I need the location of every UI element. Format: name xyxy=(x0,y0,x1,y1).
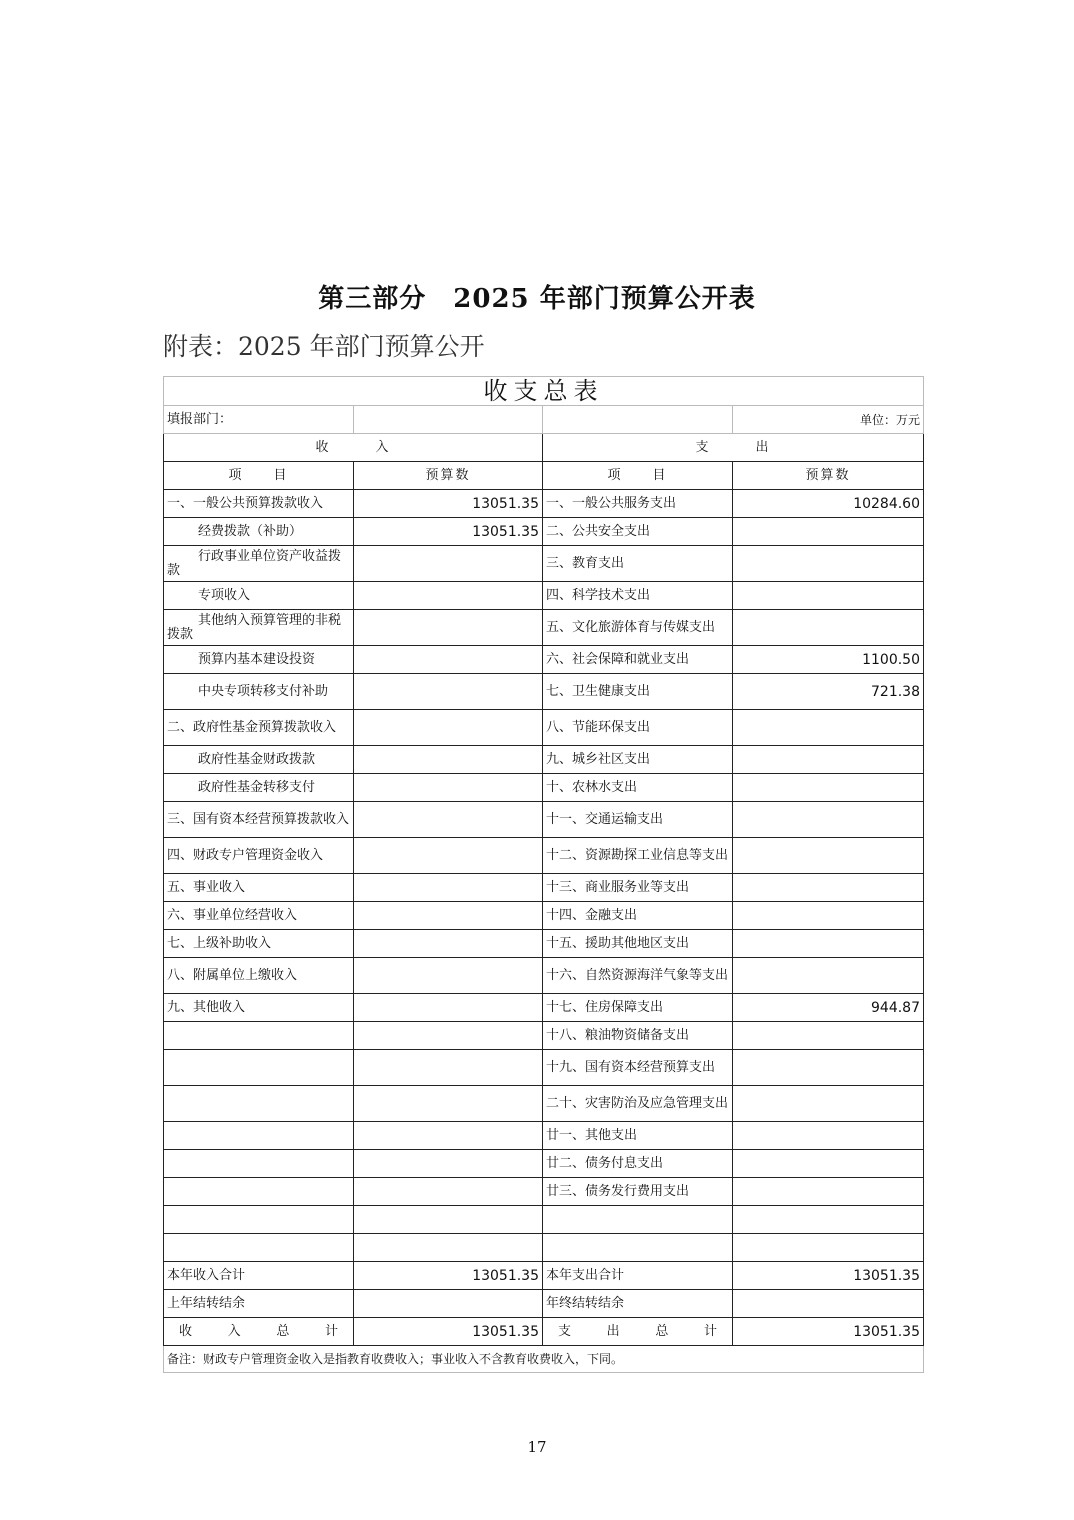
expense-item: 十二、资源勘探工业信息等支出 xyxy=(543,838,733,874)
table-row xyxy=(164,1022,924,1050)
expense-item: 十三、商业服务业等支出 xyxy=(543,874,733,902)
table-row xyxy=(164,902,924,930)
total-income-char: 收 xyxy=(179,1323,193,1339)
table-row xyxy=(164,774,924,802)
table-row xyxy=(164,1290,924,1318)
income-item: 上年结转结余 xyxy=(164,1290,354,1318)
expense-value xyxy=(733,874,924,902)
table-row xyxy=(164,546,924,582)
expense-item: 八、节能环保支出 xyxy=(543,710,733,746)
income-item: 中央专项转移支付补助 xyxy=(164,674,354,710)
expense-value xyxy=(733,1290,924,1318)
income-item: 行政事业单位资产收益拨款 xyxy=(164,546,354,582)
col-item-expense: 项 目 xyxy=(543,462,733,490)
expense-value: 721.38 xyxy=(733,674,924,710)
expense-item: 十六、自然资源海洋气象等支出 xyxy=(543,958,733,994)
expense-item xyxy=(543,1206,733,1234)
income-value xyxy=(354,546,543,582)
income-item: 三、国有资本经营预算拨款收入 xyxy=(164,802,354,838)
expense-item: 十五、援助其他地区支出 xyxy=(543,930,733,958)
table-row xyxy=(164,582,924,610)
expense-value xyxy=(733,930,924,958)
expense-item: 三、教育支出 xyxy=(543,546,733,582)
table-row xyxy=(164,838,924,874)
table-row xyxy=(164,994,924,1022)
income-item xyxy=(164,1050,354,1086)
income-value xyxy=(354,746,543,774)
expense-value xyxy=(733,1234,924,1262)
expense-value xyxy=(733,1122,924,1150)
income-item: 政府性基金财政拨款 xyxy=(164,746,354,774)
total-income-char: 入 xyxy=(227,1323,241,1339)
income-item: 八、附属单位上缴收入 xyxy=(164,958,354,994)
income-expense-table xyxy=(163,376,924,1373)
income-value xyxy=(354,1150,543,1178)
income-value xyxy=(354,1290,543,1318)
income-item xyxy=(164,1022,354,1050)
income-item: 政府性基金转移支付 xyxy=(164,774,354,802)
expense-item: 十八、粮油物资储备支出 xyxy=(543,1022,733,1050)
income-value xyxy=(354,802,543,838)
income-item: 二、政府性基金预算拨款收入 xyxy=(164,710,354,746)
fill-dept-label: 填报部门： xyxy=(164,406,354,434)
expense-value xyxy=(733,582,924,610)
expense-item: 五、文化旅游体育与传媒支出 xyxy=(543,610,733,646)
total-income-char: 总 xyxy=(276,1323,290,1339)
income-value xyxy=(354,674,543,710)
income-item: 预算内基本建设投资 xyxy=(164,646,354,674)
income-item: 专项收入 xyxy=(164,582,354,610)
income-item xyxy=(164,1234,354,1262)
col-item-income: 项 目 xyxy=(164,462,354,490)
expense-value xyxy=(733,746,924,774)
table-row xyxy=(164,674,924,710)
col-budget-expense: 预算数 xyxy=(733,462,924,490)
expense-value xyxy=(733,1150,924,1178)
budget-summary-sheet xyxy=(163,376,923,1373)
expense-value xyxy=(733,518,924,546)
expense-value xyxy=(733,710,924,746)
expense-value: 1100.50 xyxy=(733,646,924,674)
expense-item: 本年支出合计 xyxy=(543,1262,733,1290)
expense-value xyxy=(733,1050,924,1086)
expense-item: 廿三、债务发行费用支出 xyxy=(543,1178,733,1206)
table-row xyxy=(164,1178,924,1206)
total-expense-char: 总 xyxy=(655,1323,669,1339)
income-value xyxy=(354,930,543,958)
expense-value xyxy=(733,1178,924,1206)
total-expense-value: 13051.35 xyxy=(733,1318,924,1346)
income-item: 四、财政专户管理资金收入 xyxy=(164,838,354,874)
income-item xyxy=(164,1178,354,1206)
income-value xyxy=(354,1178,543,1206)
expense-value xyxy=(733,774,924,802)
expense-value: 10284.60 xyxy=(733,490,924,518)
income-item: 本年收入合计 xyxy=(164,1262,354,1290)
income-value xyxy=(354,994,543,1022)
expense-value xyxy=(733,610,924,646)
income-value xyxy=(354,774,543,802)
expense-item: 七、卫生健康支出 xyxy=(543,674,733,710)
table-row xyxy=(164,930,924,958)
income-item xyxy=(164,1206,354,1234)
table-row xyxy=(164,1086,924,1122)
total-expense-char: 计 xyxy=(703,1323,717,1339)
expense-item xyxy=(543,1234,733,1262)
table-row xyxy=(164,490,924,518)
income-item: 九、其他收入 xyxy=(164,994,354,1022)
table-title: 收支总表 xyxy=(164,377,924,406)
unit-label: 单位：万元 xyxy=(733,406,924,434)
income-value xyxy=(354,874,543,902)
expense-item: 二十、灾害防治及应急管理支出 xyxy=(543,1086,733,1122)
table-row xyxy=(164,1234,924,1262)
income-value xyxy=(354,1022,543,1050)
total-expense-char: 出 xyxy=(606,1323,620,1339)
income-value xyxy=(354,958,543,994)
expense-value xyxy=(733,1206,924,1234)
attachment-subtitle: 附表：2025 年部门预算公开 xyxy=(163,332,485,361)
table-row xyxy=(164,710,924,746)
income-header: 收 入 xyxy=(164,434,543,462)
expense-item: 九、城乡社区支出 xyxy=(543,746,733,774)
total-expense-char: 支 xyxy=(558,1323,572,1339)
income-value xyxy=(354,838,543,874)
table-row xyxy=(164,1206,924,1234)
expense-item: 十、农林水支出 xyxy=(543,774,733,802)
table-row xyxy=(164,646,924,674)
income-value xyxy=(354,1050,543,1086)
expense-item: 二、公共安全支出 xyxy=(543,518,733,546)
expense-item: 十一、交通运输支出 xyxy=(543,802,733,838)
income-item xyxy=(164,1122,354,1150)
table-row xyxy=(164,746,924,774)
expense-value xyxy=(733,802,924,838)
table-row xyxy=(164,874,924,902)
expense-value xyxy=(733,958,924,994)
expense-item: 六、社会保障和就业支出 xyxy=(543,646,733,674)
expense-item: 廿二、债务付息支出 xyxy=(543,1150,733,1178)
income-value xyxy=(354,1086,543,1122)
income-item: 其他纳入预算管理的非税拨款 xyxy=(164,610,354,646)
income-value xyxy=(354,1234,543,1262)
income-value xyxy=(354,710,543,746)
col-budget-income: 预算数 xyxy=(354,462,543,490)
expense-value xyxy=(733,1086,924,1122)
income-value: 13051.35 xyxy=(354,518,543,546)
table-row xyxy=(164,1262,924,1290)
income-value: 13051.35 xyxy=(354,1262,543,1290)
income-item: 一、一般公共预算拨款收入 xyxy=(164,490,354,518)
total-income-char: 计 xyxy=(324,1323,338,1339)
table-row xyxy=(164,610,924,646)
total-expense-label xyxy=(543,1318,733,1346)
income-value xyxy=(354,1122,543,1150)
table-row xyxy=(164,802,924,838)
expense-item: 十九、国有资本经营预算支出 xyxy=(543,1050,733,1086)
total-income-value: 13051.35 xyxy=(354,1318,543,1346)
income-value xyxy=(354,1206,543,1234)
expense-item: 廿一、其他支出 xyxy=(543,1122,733,1150)
table-row xyxy=(164,958,924,994)
income-item: 七、上级补助收入 xyxy=(164,930,354,958)
table-row xyxy=(164,1050,924,1086)
income-item: 五、事业收入 xyxy=(164,874,354,902)
income-value xyxy=(354,646,543,674)
expense-item: 十四、金融支出 xyxy=(543,902,733,930)
total-income-label xyxy=(164,1318,354,1346)
expense-header: 支 出 xyxy=(543,434,924,462)
expense-item: 一、一般公共服务支出 xyxy=(543,490,733,518)
table-note: 备注：财政专户管理资金收入是指教育收费收入；事业收入不含教育收费收入，下同。 xyxy=(164,1346,924,1373)
expense-value: 13051.35 xyxy=(733,1262,924,1290)
income-value xyxy=(354,610,543,646)
page-title: 第三部分 2025 年部门预算公开表 xyxy=(318,284,756,314)
table-row xyxy=(164,518,924,546)
income-value: 13051.35 xyxy=(354,490,543,518)
expense-value xyxy=(733,902,924,930)
income-value xyxy=(354,902,543,930)
expense-value xyxy=(733,838,924,874)
expense-value xyxy=(733,1022,924,1050)
income-value xyxy=(354,582,543,610)
income-item: 经费拨款（补助） xyxy=(164,518,354,546)
expense-item: 十七、住房保障支出 xyxy=(543,994,733,1022)
table-row xyxy=(164,1122,924,1150)
fill-dept-value xyxy=(354,406,543,434)
expense-value xyxy=(733,546,924,582)
expense-value: 944.87 xyxy=(733,994,924,1022)
blank-cell xyxy=(543,406,733,434)
income-item: 六、事业单位经营收入 xyxy=(164,902,354,930)
expense-item: 四、科学技术支出 xyxy=(543,582,733,610)
income-item xyxy=(164,1150,354,1178)
income-item xyxy=(164,1086,354,1122)
table-row xyxy=(164,1150,924,1178)
expense-item: 年终结转结余 xyxy=(543,1290,733,1318)
page-number: 17 xyxy=(527,1438,547,1456)
